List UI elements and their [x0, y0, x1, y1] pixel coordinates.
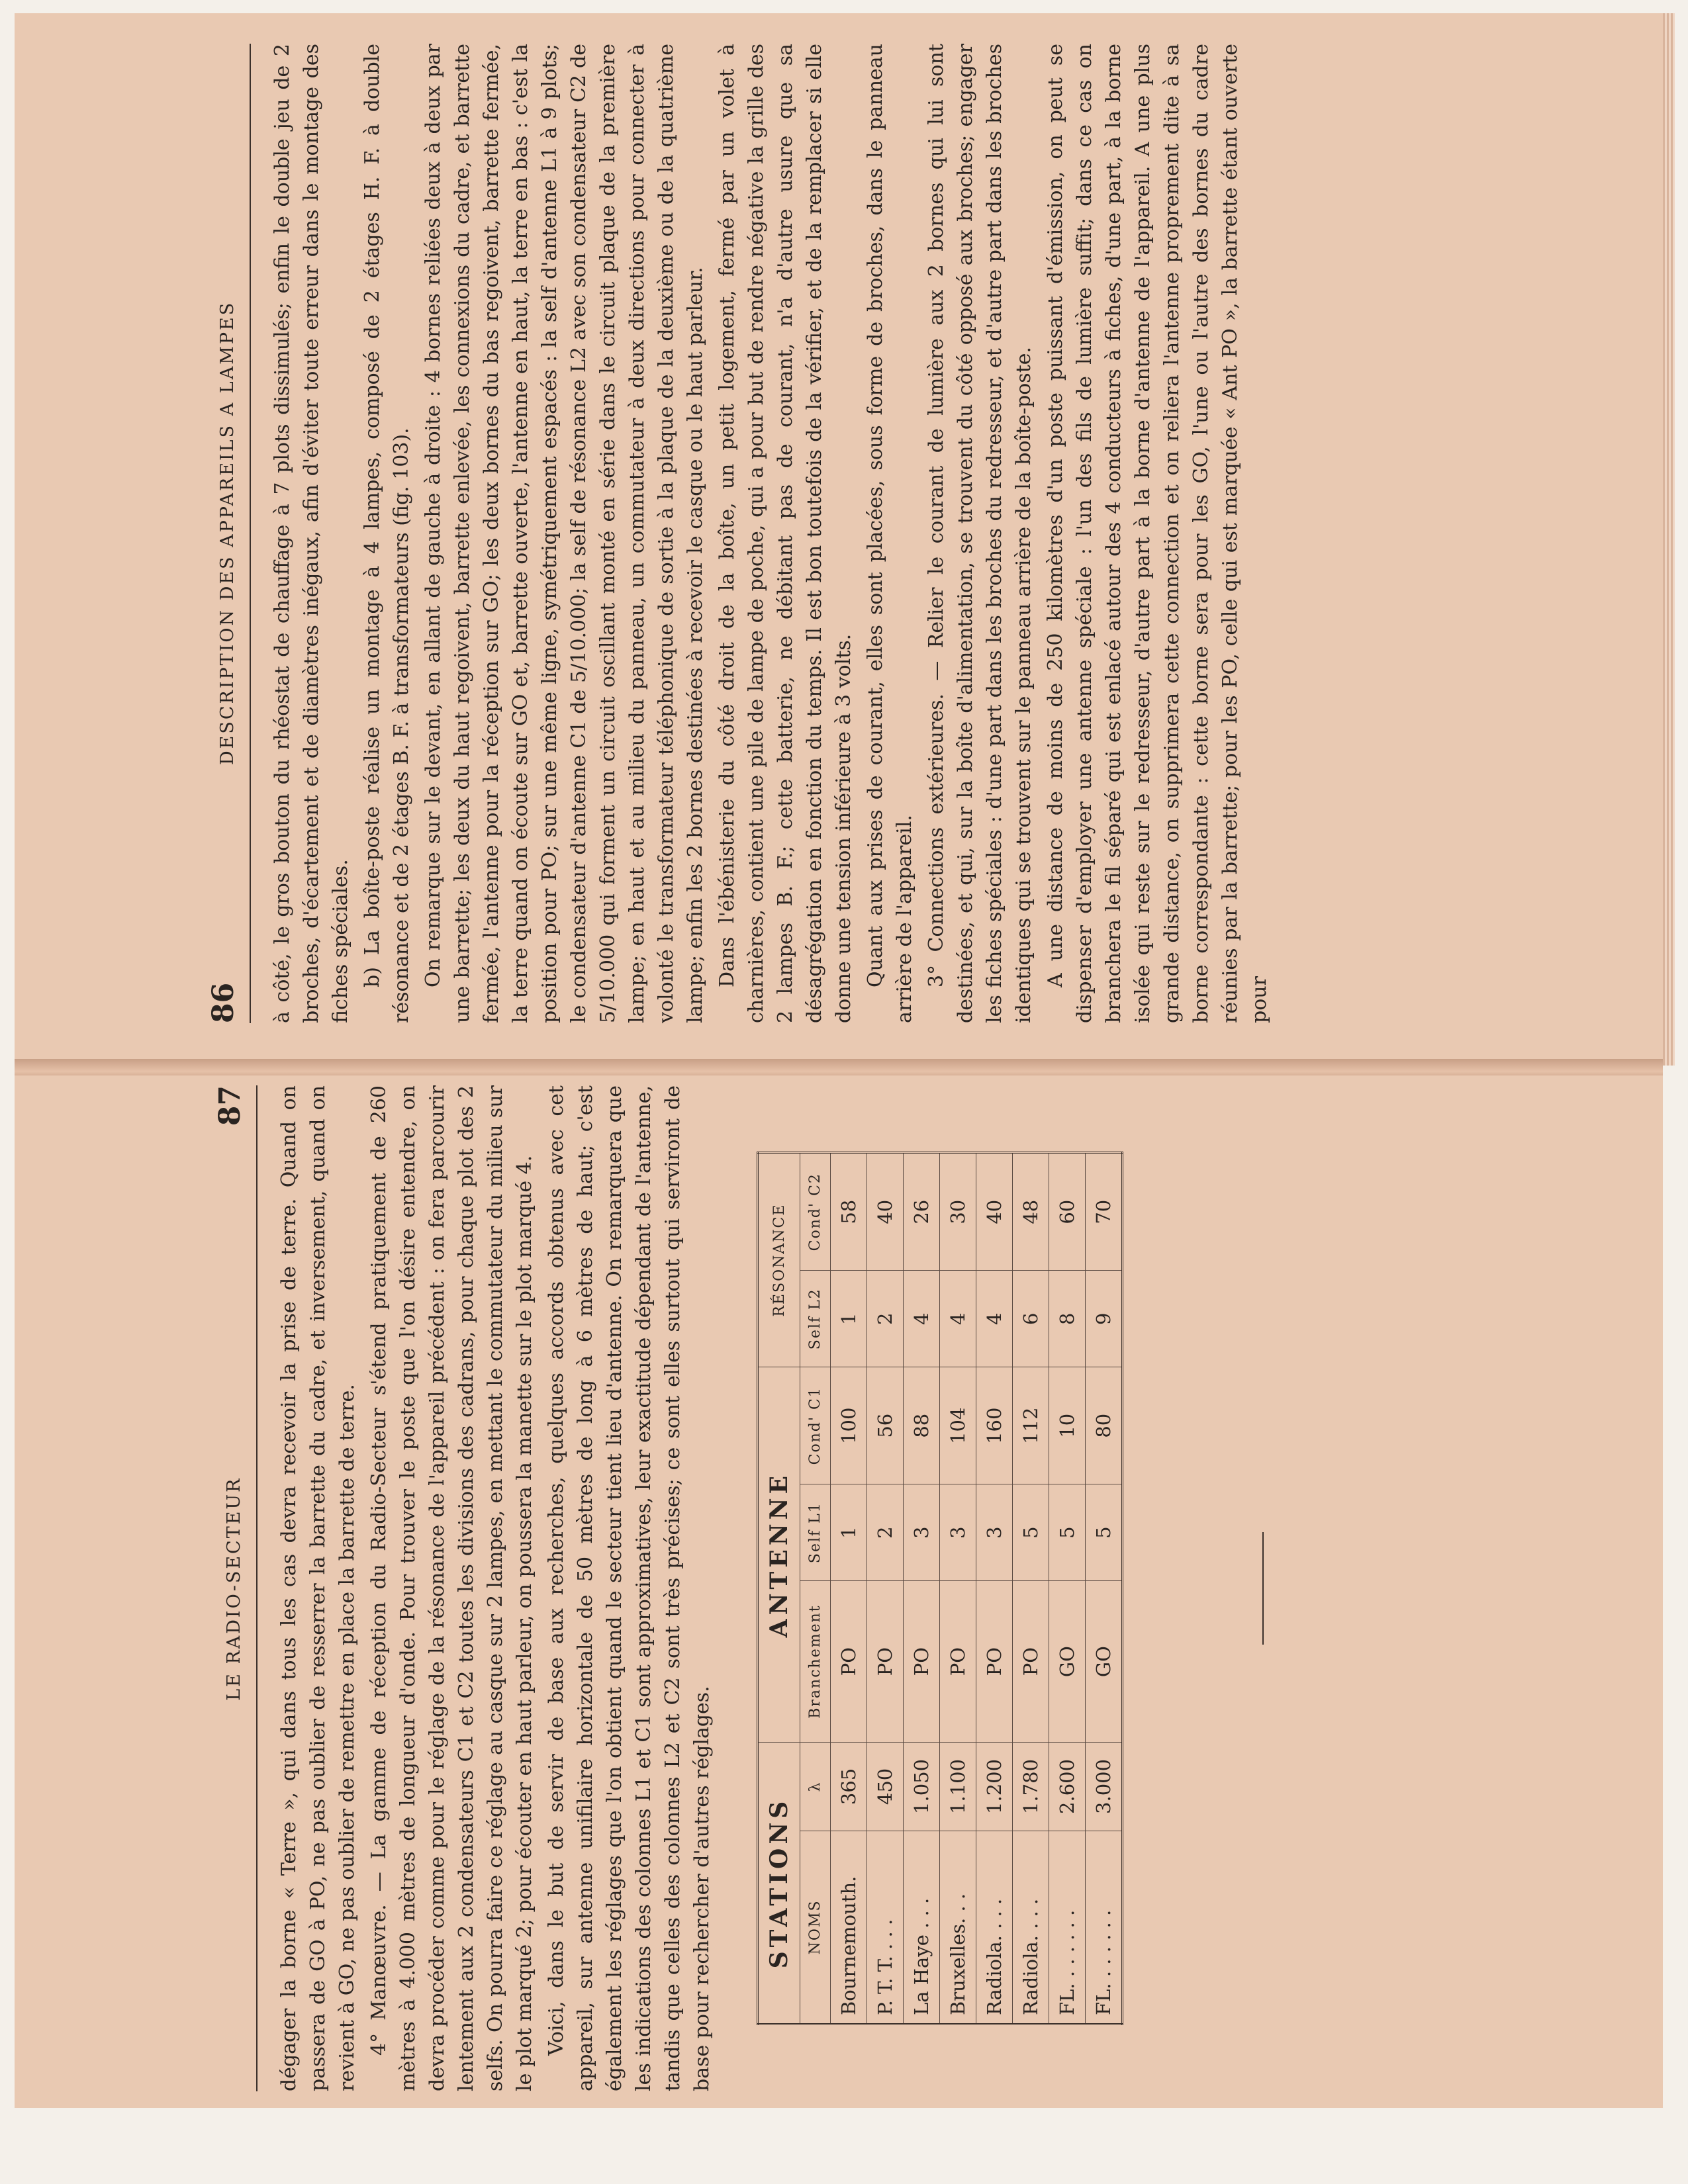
table-cell: 1 [831, 1484, 867, 1581]
table-row [976, 1153, 1013, 2025]
station-name-cell: FL. . . . . . . [1049, 1831, 1086, 2024]
station-name-cell: P. T. T. . . . [867, 1831, 904, 2024]
column-header: Self L1 [800, 1484, 831, 1581]
table-cell: GO [1086, 1581, 1123, 1743]
table-cell: 3 [904, 1484, 940, 1581]
paragraph: On remarque sur le devant, en allant de gauche à droite : 4 bornes reliées deux à deux par une barrette; les deux du haut regoivent, barrette enlevée, les connexions du cadre, et barrette fermée, l'antenne pour la réception sur GO; les deux bornes du bas regoivent, barrette fermée, la terre quand on écoute sur GO et, barrette ouverte, l'antenne en haut, la terre en bas : c'est la position pour PO; sur une même ligne, symétriquement espacés : la self d'antenne L1 à 9 plots; le condensateur d'antenne C1 de 5/10.000; la self de résonance L2 avec son condensateur C2 de 5/10.000 qui forment un circuit oscillant monté en série dans le circuit plaque de la première lampe; en haut et au milieu du panneau, un commutateur à deux directions pour connecter à volonté le transformateur téléphonique de sortie à la plaque de la deuxième ou de la quatrième lampe; enfin les 2 bornes destinées à recevoir le casque ou le haut parleur. [422, 44, 707, 1023]
table-cell: 60 [1049, 1153, 1086, 1271]
left-page-number: 86 [207, 982, 240, 1023]
table-cell: 70 [1086, 1153, 1123, 1271]
right-page-number: 87 [213, 1085, 247, 1126]
table-cell: 80 [1086, 1367, 1123, 1484]
table-cell: 3 [976, 1484, 1013, 1581]
paragraph: 3° Connections extérieures. — Relier le courant de lumière aux 2 bornes qui lui sont destinées, et qui, sur la boîte d'alimentation, se trouvent du côté opposé aux broches; engager les fiches spéciales : d'une part dans les broches du redresseur, et d'autre part dans les broches identiques qui se trouvent sur le panneau arrière de la boîte-poste. [925, 44, 1035, 1023]
left-header-title: DESCRIPTION DES APPAREILS A LAMPES [217, 300, 238, 765]
station-name-cell: La Haye . . . [904, 1831, 940, 2024]
stations-table [757, 1152, 1123, 2025]
table-body [831, 1153, 1123, 2025]
table-cell: 48 [1013, 1153, 1049, 1271]
table-cell: 26 [904, 1153, 940, 1271]
table-cell: PO [904, 1581, 940, 1743]
table-row [1086, 1153, 1123, 2025]
table-cell: PO [831, 1581, 867, 1743]
table-row [867, 1153, 904, 2025]
right-page [15, 1075, 1663, 2108]
column-header: Cond' C1 [800, 1367, 831, 1484]
column-header: λ [800, 1743, 831, 1831]
table-cell: PO [976, 1581, 1013, 1743]
table-cell: 1.200 [976, 1743, 1013, 1831]
right-header-title: LE RADIO-SECTEUR [224, 1477, 244, 1701]
left-body-text [268, 44, 1274, 1023]
table-cell: 2 [867, 1484, 904, 1581]
table-cell: 40 [976, 1153, 1013, 1271]
table-cell: GO [1049, 1581, 1086, 1743]
table-cell: 9 [1086, 1271, 1123, 1367]
left-page-content [207, 44, 1610, 1023]
table-cell: 40 [867, 1153, 904, 1271]
table-cell: 10 [1049, 1367, 1086, 1484]
table-column-header-row [800, 1153, 831, 2025]
table-group-header-row [758, 1153, 800, 2025]
table-cell: 2.600 [1049, 1743, 1086, 1831]
table-cell: 3 [940, 1484, 976, 1581]
paragraph: Dans l'ébénisterie du côté droit de la boîte, un petit logement, fermé par un volet à charnières, contient une pile de lampe de poche, qui a pour but de rendre négative la grille des 2 lampes B. F.; cette batterie, ne débitant pas de courant, n'a d'autre usure que sa désagrégation en fonction du temps. Il est bon toutefois de la vérifier, et de la remplacer si elle donne une tension inférieure à 3 volts. [716, 44, 855, 1023]
table-cell: 30 [940, 1153, 976, 1271]
table-cell: 104 [940, 1367, 976, 1484]
table-cell: PO [1013, 1581, 1049, 1743]
table-cell: 4 [976, 1271, 1013, 1367]
paragraph: A une distance de moins de 250 kilomètres d'un poste puissant d'émission, on peut se dispenser d'employer une antenne spéciale : l'un des fils de lumière suffit; dans ce cas on branchera le fil séparé qui est enlacé autour des 4 conducteurs à fiches, d'une part, à la borne isolée qui reste sur le redresseur, d'autre part à la borne d'antenne de l'appareil. A une plus grande distance, on supprimera cette connection et on reliera l'antenne proprement dite à sa borne correspondante : cette borne sera pour les GO, l'une ou l'autre des bornes du cadre réunies par la barrette; pour les PO, celle qui est marquée « Ant PO », la barrette étant ouverte pour [1044, 44, 1271, 1023]
table-cell: 2 [867, 1271, 904, 1367]
paragraph: dégager la borne « Terre », qui dans tous les cas devra recevoir la prise de terre. Quand on passera de GO à PO, ne pas oublier de resserrer la barrette du cadre, et inversement, quand on revient à GO, ne pas oublier de remettre en place la barrette de terre. [277, 1085, 359, 2091]
column-header: NOMS [800, 1831, 831, 2024]
table-cell: 6 [1013, 1271, 1049, 1367]
table-row [1049, 1153, 1086, 2025]
table-cell: 3.000 [1086, 1743, 1123, 1831]
antenne-group-header: ANTENNE [758, 1367, 800, 1743]
table-row [831, 1153, 867, 2025]
table-cell: 88 [904, 1367, 940, 1484]
stations-group-header: STATIONS [758, 1743, 800, 2025]
table-cell: 1.100 [940, 1743, 976, 1831]
column-header: Self L2 [800, 1271, 831, 1367]
left-running-head [207, 44, 251, 1023]
station-name-cell: Radiola. . . . [1013, 1831, 1049, 2024]
table-cell: 58 [831, 1153, 867, 1271]
table-cell: 450 [867, 1743, 904, 1831]
table-row [904, 1153, 940, 2025]
table-cell: PO [940, 1581, 976, 1743]
table-cell: 4 [904, 1271, 940, 1367]
column-header: Cond' C2 [800, 1153, 831, 1271]
station-name-cell: Bruxelles. . . [940, 1831, 976, 2024]
right-running-head [213, 1085, 258, 2091]
left-page [15, 13, 1663, 1066]
table-cell: 5 [1049, 1484, 1086, 1581]
table-cell: 100 [831, 1367, 867, 1484]
right-page-content [213, 1085, 1643, 2091]
station-name-cell: Radiola. . . . [976, 1831, 1013, 2024]
resonance-group-header: RÉSONANCE [758, 1153, 800, 1367]
table-cell: PO [867, 1581, 904, 1743]
table-row [940, 1153, 976, 2025]
table-cell: 4 [940, 1271, 976, 1367]
station-name-cell: Bournemouth. [831, 1831, 867, 2024]
table-cell: 365 [831, 1743, 867, 1831]
table-cell: 160 [976, 1367, 1013, 1484]
paragraph: Voici, dans le but de servir de base aux recherches, quelques accords obtenus avec cet appareil, sur antenne unifilaire horizontale de 50 mètres de long à 6 mètres de haut; c'est également les réglages que l'on obtient quand le secteur tient lieu d'antenne. On remarquera que les indications des colonnes L1 et C1 sont approximatives, leur exactitude dépendant de l'antenne, tandis que celles des colonnes L2 et C2 sont très précises; ce sont elles surtout qui serviront de base pour rechercher d'autres réglages. [545, 1085, 714, 2091]
table-cell: 1.780 [1013, 1743, 1049, 1831]
table-cell: 56 [867, 1367, 904, 1484]
end-rule [1262, 1532, 1264, 1645]
table-cell: 1 [831, 1271, 867, 1367]
paragraph: 4° Manœuvre. — La gamme de réception du Radio-Secteur s'étend pratiquement de 260 mètres à 4.000 mètres de longueur d'onde. Pour trouver le poste que l'on désire entendre, on devra procéder comme pour le réglage de la résonance de l'appareil précédent : on fera parcourir lentement aux 2 condensateurs C1 et C2 toutes les divisions des cadrans, pour chaque plot des 2 selfs. On pourra faire ce réglage au casque sur 2 lampes, en mettant le commutateur du milieu sur le plot marqué 2; pour écouter en haut parleur, on poussera la manette sur le plot marqué 4. [367, 1085, 536, 2091]
table-cell: 1.050 [904, 1743, 940, 1831]
paragraph: Quant aux prises de courant, elles sont placées, sous forme de broches, dans le panneau arrière de l'appareil. [864, 44, 916, 1023]
column-header: Branchement [800, 1581, 831, 1743]
table-cell: 5 [1013, 1484, 1049, 1581]
right-body-text [275, 1085, 717, 2091]
table-row [1013, 1153, 1049, 2025]
table-cell: 5 [1086, 1484, 1123, 1581]
paragraph: b) La boîte-poste réalise un montage à 4 lampes, composé de 2 étages H. F. à double résonance et de 2 étages B. F. à transformateurs (fig. 103). [361, 44, 413, 1023]
station-name-cell: FL. . . . . . . [1086, 1831, 1123, 2024]
table-cell: 8 [1049, 1271, 1086, 1367]
table-cell: 112 [1013, 1367, 1049, 1484]
paragraph: à côté, le gros bouton du rhéostat de chauffage à 7 plots dissimulés; enfin le double jeu de 2 broches, d'écartement et de diamètres inégaux, afin d'éviter toute erreur dans le montage des fiches spéciales. [271, 44, 352, 1023]
